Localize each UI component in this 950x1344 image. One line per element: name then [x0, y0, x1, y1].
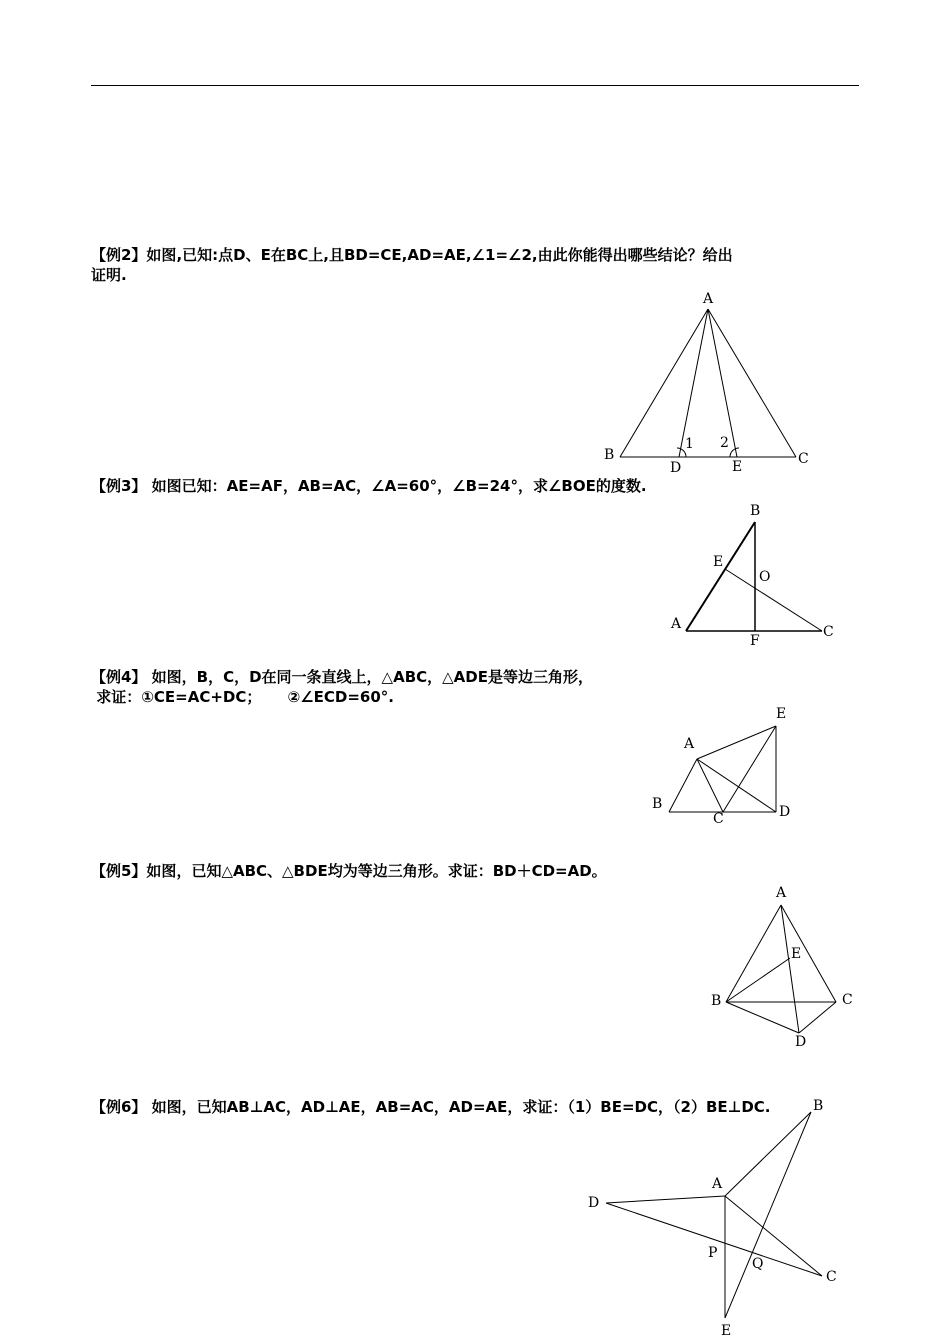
segment-AC: [697, 759, 723, 812]
label-angle-1: 1: [685, 436, 694, 452]
example-6-line-1: 【例6】 如图，已知AB⊥AC，AD⊥AE，AB=AC，AD=AE，求证：（1）BE=DC，（2）BE⊥DC.: [91, 1098, 771, 1116]
segment-BE: [725, 1112, 811, 1318]
segment-AC: [725, 1196, 822, 1276]
label-F: F: [750, 633, 760, 649]
label-O: O: [759, 569, 771, 585]
label-E: E: [721, 1323, 732, 1339]
label-P: P: [708, 1245, 718, 1261]
label-C: C: [842, 992, 853, 1008]
segment-CE: [723, 726, 776, 812]
label-E: E: [791, 946, 802, 962]
label-B: B: [813, 1098, 824, 1114]
label-C: C: [826, 1269, 837, 1285]
label-B: B: [652, 796, 663, 812]
figure-example-4: [652, 706, 790, 827]
segment-AE: [697, 726, 776, 759]
figure-example-2: [604, 291, 809, 476]
label-A: A: [684, 736, 695, 752]
label-A: A: [671, 616, 682, 632]
label-C: C: [713, 811, 724, 827]
angle-2-arc: [730, 448, 739, 457]
label-D: D: [779, 804, 791, 820]
label-A: A: [712, 1176, 723, 1192]
segment-AD: [697, 759, 776, 812]
label-Q: Q: [752, 1256, 764, 1272]
segment-EC: [725, 569, 822, 631]
segment-CD: [799, 1002, 836, 1033]
label-A: A: [776, 885, 787, 901]
label-D: D: [588, 1195, 600, 1211]
figure-example-6: [588, 1098, 837, 1339]
label-C: C: [823, 624, 834, 640]
example-4-line-1: 【例4】 如图，B，C，D在同一条直线上，△ABC，△ADE是等边三角形，: [91, 668, 593, 686]
segment-BD: [726, 1002, 799, 1033]
segment-AB: [620, 309, 708, 457]
label-D: D: [795, 1034, 807, 1050]
label-angle-2: 2: [720, 435, 729, 451]
label-B: B: [604, 447, 615, 463]
label-B: B: [711, 993, 722, 1009]
label-B: B: [750, 503, 761, 519]
label-E: E: [776, 706, 787, 722]
figure-example-3: [670, 503, 834, 649]
label-C: C: [798, 451, 809, 467]
figure-example-5: [711, 885, 853, 1050]
example-4-line-2: 求证：①CE=AC+DC； ②∠ECD=60°.: [91, 688, 394, 706]
segment-AB: [725, 1112, 811, 1196]
segment-AB: [669, 759, 697, 812]
segment-BE: [726, 958, 790, 1002]
example-3-line-1: 【例3】 如图已知：AE=AF，AB=AC，∠A=60°，∠B=24°，求∠BOE的度数.: [91, 477, 647, 495]
label-D: D: [670, 460, 682, 476]
segment-AC: [781, 905, 836, 1002]
label-A: A: [703, 291, 714, 307]
example-2-line-2: 证明.: [91, 266, 127, 284]
label-E: E: [732, 459, 743, 475]
segment-AD: [679, 309, 708, 457]
segment-AB: [726, 905, 781, 1002]
example-2-line-1: 【例2】如图,已知:点D、E在BC上,且BD=CE,AD=AE,∠1=∠2,由此你能得出哪些结论？给出: [91, 246, 733, 264]
segment-DA: [606, 1196, 725, 1203]
segment-AB: [686, 522, 755, 631]
example-5-line-1: 【例5】如图，已知△ABC、△BDE均为等边三角形。求证：BD＋CD=AD。: [91, 862, 607, 880]
label-E: E: [713, 554, 724, 570]
segment-DC: [606, 1203, 822, 1276]
segment-AD: [781, 905, 802, 1033]
